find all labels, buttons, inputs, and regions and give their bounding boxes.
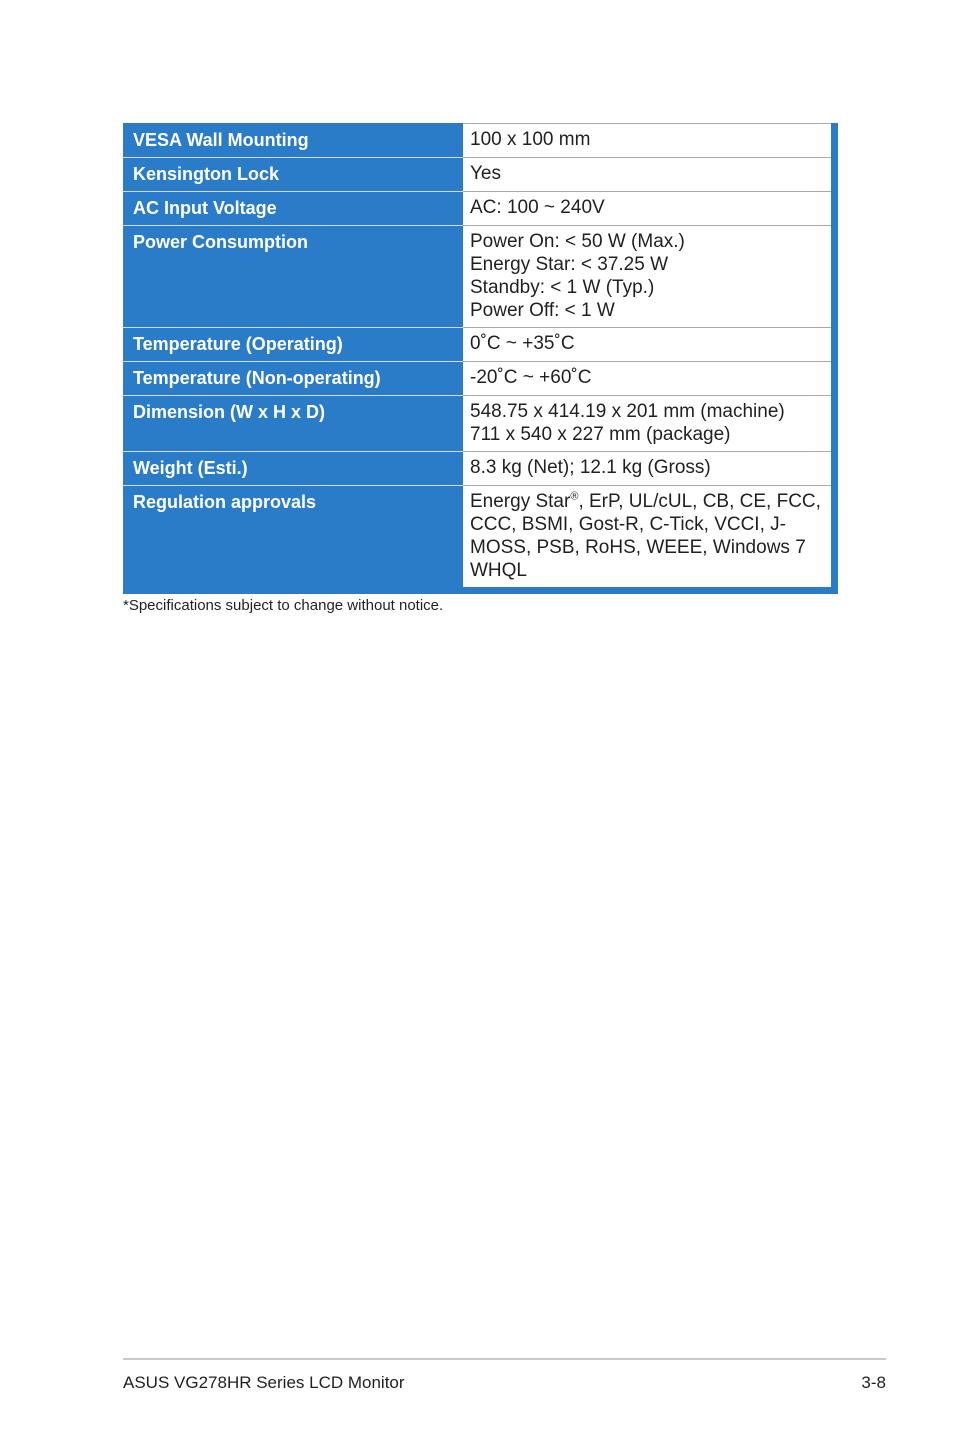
spec-value-line: 548.75 x 414.19 x 201 mm (machine)	[470, 400, 785, 422]
spec-value	[463, 124, 835, 158]
spec-value	[463, 451, 835, 485]
spec-value-line: Yes	[470, 162, 501, 184]
spec-row	[123, 124, 835, 158]
spec-value	[463, 361, 835, 395]
spec-value	[463, 225, 835, 327]
spec-row	[123, 225, 835, 327]
page-number: 3-8	[861, 1373, 886, 1392]
spec-value-line: 8.3 kg (Net); 12.1 kg (Gross)	[470, 456, 711, 478]
footnote: *Specifications subject to change without notice.	[123, 597, 444, 614]
spec-label: Weight (Esti.)	[123, 451, 463, 485]
spec-row	[123, 191, 835, 225]
spec-label: Dimension (W x H x D)	[123, 395, 463, 451]
spec-label: VESA Wall Mounting	[123, 124, 463, 158]
spec-value-line: 0˚C ~ +35˚C	[470, 332, 575, 354]
spec-row-regulation	[123, 485, 835, 590]
footer-divider	[123, 1358, 886, 1360]
specifications-table	[123, 123, 838, 594]
spec-value-line: Standby: < 1 W (Typ.)	[470, 276, 655, 298]
spec-value-line: Power Off: < 1 W	[470, 299, 615, 321]
spec-value	[463, 327, 835, 361]
footer-title: ASUS VG278HR Series LCD Monitor	[123, 1373, 405, 1392]
spec-row	[123, 361, 835, 395]
spec-row	[123, 157, 835, 191]
spec-value-line: 711 x 540 x 227 mm (package)	[470, 423, 731, 445]
spec-label: Kensington Lock	[123, 157, 463, 191]
spec-row	[123, 395, 835, 451]
spec-label: Power Consumption	[123, 225, 463, 327]
spec-value	[463, 157, 835, 191]
spec-row	[123, 451, 835, 485]
regulation-list: , ErP, UL/cUL, CB, CE, FCC, CCC, BSMI, Gost-R, C-Tick, VCCI, J-MOSS, PSB, RoHS, WEEE, Windows 7 WHQL	[470, 490, 821, 581]
registered-mark: ®	[570, 490, 579, 503]
spec-value	[463, 485, 835, 590]
spec-label: Temperature (Operating)	[123, 327, 463, 361]
regulation-prefix: Energy Star	[470, 490, 571, 512]
spec-value-line: -20˚C ~ +60˚C	[470, 366, 592, 388]
spec-value-line: Power On: < 50 W (Max.)	[470, 230, 685, 252]
spec-value-line: 100 x 100 mm	[470, 129, 591, 150]
spec-value-line: AC: 100 ~ 240V	[470, 196, 605, 218]
spec-value-line: Energy Star: < 37.25 W	[470, 253, 669, 275]
spec-label: Temperature (Non-operating)	[123, 361, 463, 395]
spec-label: AC Input Voltage	[123, 191, 463, 225]
spec-row	[123, 327, 835, 361]
spec-label: Regulation approvals	[123, 485, 463, 590]
spec-value	[463, 191, 835, 225]
specifications-table-body	[123, 124, 835, 591]
spec-value	[463, 395, 835, 451]
